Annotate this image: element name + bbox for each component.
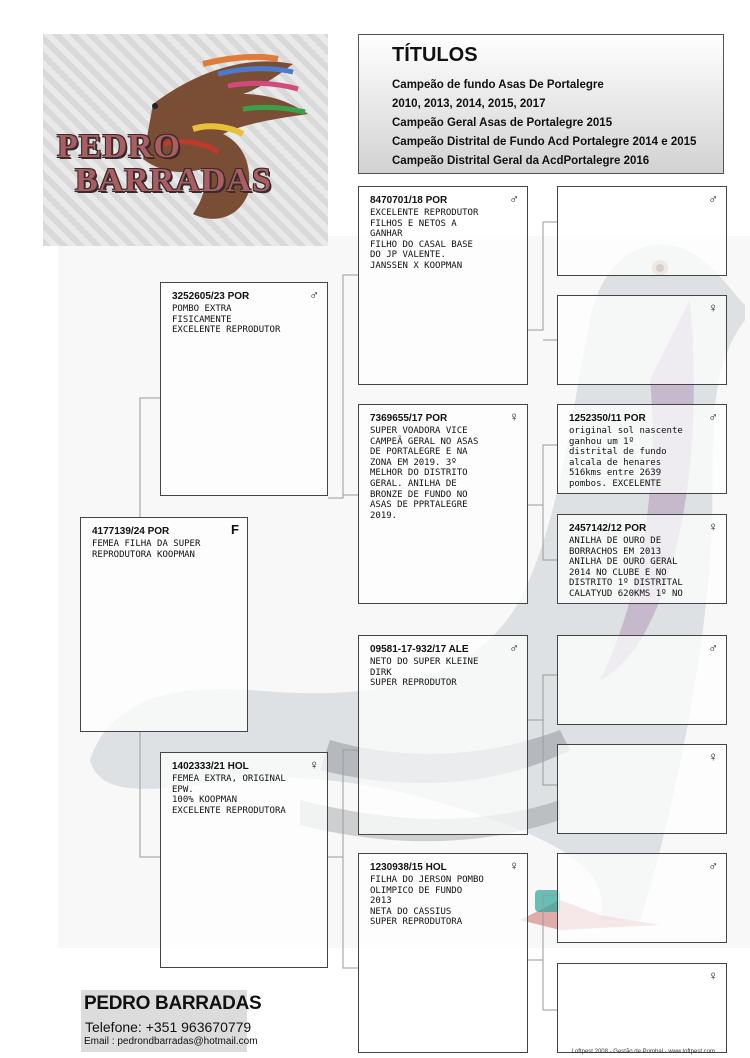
pigeon-description: original sol nascente ganhou um 1º distrital de fundo alcala de henares 516kms entre 2639 pombos. EXCELENTE bbox=[569, 426, 683, 489]
title-line: 2010, 2013, 2014, 2015, 2017 bbox=[392, 98, 546, 110]
pigeon-card-maternal-grandfather[interactable] bbox=[358, 635, 528, 835]
pigeon-card-great-grandparent[interactable] bbox=[557, 514, 727, 604]
pigeon-card-great-grandparent[interactable] bbox=[557, 635, 727, 725]
sex-symbol: F bbox=[231, 522, 239, 537]
pigeon-description: POMBO EXTRA FISICAMENTE EXCELENTE REPRODUTOR bbox=[172, 304, 281, 336]
titles-heading: TÍTULOS bbox=[392, 44, 478, 66]
pigeon-description: NETO DO SUPER KLEINE DIRK SUPER REPRODUTOR bbox=[370, 657, 479, 689]
female-symbol: ♀ bbox=[708, 300, 718, 315]
female-symbol: ♀ bbox=[708, 968, 718, 983]
titles-panel bbox=[358, 34, 724, 174]
pigeon-description: EXCELENTE REPRODUTOR FILHOS E NETOS A GANHAR FILHO DO CASAL BASE DO JP VALENTE. JANSSEN X KOOPMAN bbox=[370, 208, 479, 271]
male-symbol: ♂ bbox=[708, 858, 718, 873]
ring-number: 4177139/24 POR bbox=[92, 526, 170, 537]
pigeon-card-paternal-grandmother[interactable] bbox=[358, 404, 528, 604]
female-symbol: ♀ bbox=[509, 409, 519, 424]
ring-number: 1252350/11 POR bbox=[569, 413, 646, 424]
pigeon-card-maternal-grandmother[interactable] bbox=[358, 853, 528, 1053]
male-symbol: ♂ bbox=[708, 409, 718, 424]
pigeon-card-great-grandparent[interactable] bbox=[557, 186, 727, 276]
male-symbol: ♂ bbox=[309, 287, 319, 302]
ring-number: 2457142/12 POR bbox=[569, 523, 647, 534]
female-symbol: ♀ bbox=[509, 858, 519, 873]
ring-number: 1402333/21 HOL bbox=[172, 761, 249, 772]
pigeon-card-great-grandparent[interactable] bbox=[557, 404, 727, 494]
male-symbol: ♂ bbox=[708, 640, 718, 655]
title-line: Campeão Distrital Geral da AcdPortalegre 2016 bbox=[392, 155, 650, 167]
pigeon-description: FEMEA FILHA DA SUPER REPRODUTORA KOOPMAN bbox=[92, 539, 201, 560]
title-line: Campeão Distrital de Fundo Acd Portalegre 2014 e 2015 bbox=[392, 136, 697, 148]
title-line: Campeão Geral Asas de Portalegre 2015 bbox=[392, 117, 613, 129]
contact-card bbox=[81, 990, 262, 1052]
pigeon-card-paternal-grandfather[interactable] bbox=[358, 186, 528, 385]
pigeon-card-great-grandparent[interactable] bbox=[557, 295, 727, 385]
contact-phone: Telefone: +351 963670779 bbox=[85, 1019, 252, 1035]
pigeon-card-mother[interactable] bbox=[160, 752, 328, 968]
logo-text-last: BARRADAS bbox=[75, 162, 272, 199]
ring-number: 3252605/23 POR bbox=[172, 291, 250, 302]
pigeon-description: SUPER VOADORA VICE CAMPEÃ GERAL NO ASAS DE PORTALEGRE E NA ZONA EM 2019. 3º MELHOR DO DISTRITO GERAL. ANILHA DE BRONZE DE FUNDO NO ASAS DE PPRTALEGRE 2019. bbox=[370, 426, 479, 521]
male-symbol: ♂ bbox=[509, 640, 519, 655]
pigeon-card-father[interactable] bbox=[160, 282, 328, 496]
pigeon-description: ANILHA DE OURO DE BORRACHOS EM 2013 ANILHA DE OURO GERAL 2014 NO CLUBE E NO DISTRITO 1º DISTRITAL CALATYUD 620KMS 1º NO bbox=[569, 536, 683, 599]
female-symbol: ♀ bbox=[708, 519, 718, 534]
pigeon-card-subject[interactable] bbox=[80, 517, 248, 732]
pigeon-description: FEMEA EXTRA, ORIGINAL EPW. 100% KOOPMAN EXCELENTE REPRODUTORA bbox=[172, 774, 286, 816]
ring-number: 8470701/18 POR bbox=[370, 195, 448, 206]
pigeon-card-great-grandparent[interactable] bbox=[557, 963, 727, 1053]
ring-number: 7369655/17 POR bbox=[370, 413, 448, 424]
female-symbol: ♀ bbox=[309, 757, 319, 772]
female-symbol: ♀ bbox=[708, 749, 718, 764]
software-credit: Loftpest 2008 - Gestão de Pombal - www.loftpest.com bbox=[571, 1049, 715, 1055]
title-line: Campeão de fundo Asas De Portalegre bbox=[392, 79, 604, 91]
ring-number: 1230938/15 HOL bbox=[370, 862, 447, 873]
contact-name: PEDRO BARRADAS bbox=[84, 993, 262, 1014]
breeder-logo bbox=[43, 34, 328, 246]
contact-email: Email : pedrondbarradas@hotmail.com bbox=[84, 1036, 258, 1047]
logo-text-first: PEDRO bbox=[57, 128, 181, 165]
pigeon-card-great-grandparent[interactable] bbox=[557, 744, 727, 834]
male-symbol: ♂ bbox=[708, 191, 718, 206]
pigeon-card-great-grandparent[interactable] bbox=[557, 853, 727, 943]
ring-number: 09581-17-932/17 ALE bbox=[370, 644, 469, 655]
male-symbol: ♂ bbox=[509, 191, 519, 206]
pigeon-description: FILHA DO JERSON POMBO OLIMPICO DE FUNDO 2013 NETA DO CASSIUS SUPER REPRODUTORA bbox=[370, 875, 484, 928]
